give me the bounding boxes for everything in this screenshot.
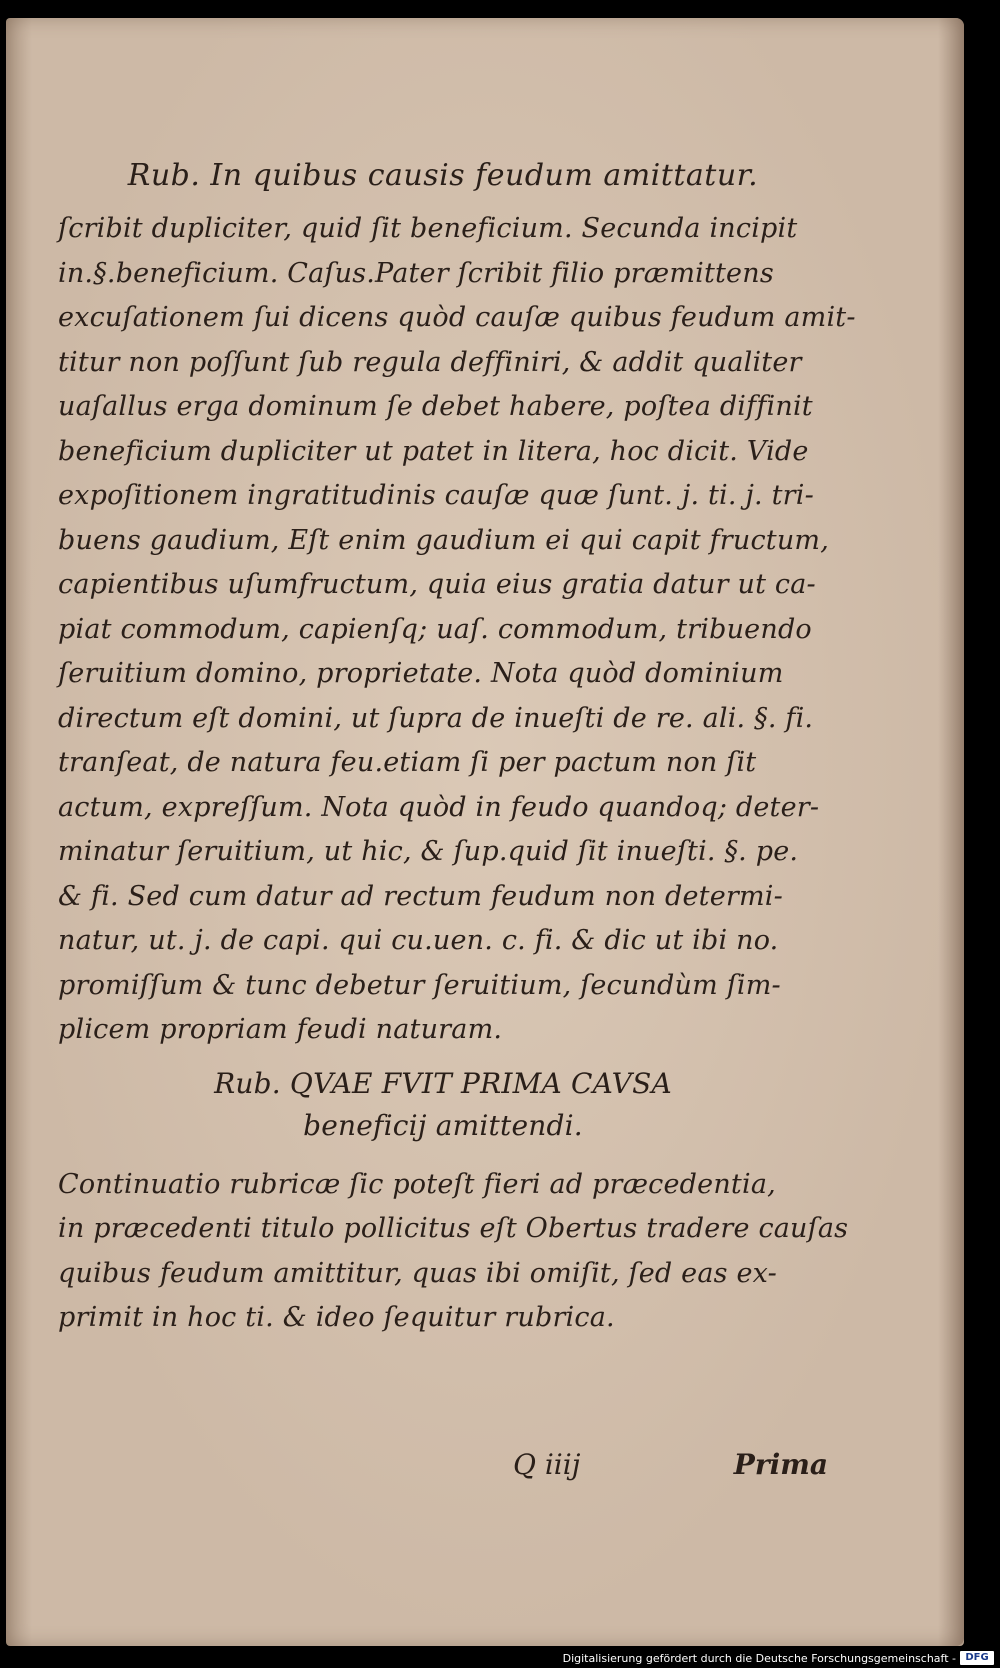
text-line: tranſeat, de natura feu.etiam ſi per pactum non ſit — [58, 747, 757, 778]
digitization-credit: Digitalisierung gefördert durch die Deutsche Forschungsgemeinschaft - — [562, 1652, 956, 1665]
text-line: expoſitionem ingratitudinis cauſæ quæ ſunt. j. ti. j. tri- — [58, 480, 814, 511]
book-page — [6, 18, 964, 1646]
text-line: beneficium dupliciter ut patet in litera, hoc dicit. Vide — [58, 435, 809, 467]
text-line: plicem propriam feudi naturam. — [58, 1014, 503, 1045]
rubric-heading — [58, 1063, 828, 1147]
text-line: quibus feudum amittitur, quas ibi omiſit, ſed eas ex- — [58, 1257, 777, 1289]
text-line: minatur ſeruitium, ut hic, & ſup.quid ſit inueſti. §. pe. — [58, 836, 799, 867]
footer-bar — [0, 1648, 1000, 1668]
text-line: piat commodum, capienſq; uaſ. commodum, tribuendo — [58, 613, 812, 645]
text-line: ſcribit dupliciter, quid ſit beneficium. Secunda incipit — [58, 213, 798, 244]
text-line: Continuatio rubricæ ſic poteſt fieri ad præcedentia, — [58, 1168, 776, 1200]
text-line: promiſſum & tunc debetur ſeruitium, ſecundùm ſim- — [58, 969, 781, 1001]
text-line: directum eſt domini, ut ſupra de inueſti de re. ali. §. fi. — [58, 702, 814, 734]
text-block — [58, 158, 856, 1341]
catchword: Prima — [733, 1448, 828, 1481]
commentary-paragraph — [58, 207, 856, 1053]
dfg-logo: DFG — [960, 1651, 994, 1665]
text-line: in.§.beneficium. Caſus.Pater ſcribit filio præmittens — [58, 257, 774, 289]
signature-mark: Q iiij — [513, 1448, 581, 1481]
text-line: buens gaudium, Eſt enim gaudium ei qui capit fructum, — [58, 524, 830, 556]
text-line: uaſallus erga dominum ſe debet habere, poſtea diffinit — [58, 391, 813, 422]
text-line: capientibus uſumfructum, quia eius gratia datur ut ca- — [58, 569, 816, 600]
text-line: & fi. Sed cum datur ad rectum feudum non determi- — [58, 880, 783, 912]
text-line: excuſationem ſui dicens quòd cauſæ quibus feudum amit- — [58, 302, 856, 333]
text-line: natur, ut. j. de capi. qui cu.uen. c. fi. & dic ut ibi no. — [58, 925, 779, 956]
rubric-line: beneficij amittendi. — [303, 1108, 583, 1142]
rubric-line: Rub. QVAE FVIT PRIMA CAVSA — [214, 1066, 672, 1100]
page-edge-shadow — [938, 18, 964, 1646]
running-head: Rub. In quibus causis feudum amittatur. — [127, 158, 759, 193]
text-line: titur non poſſunt ſub regula deffiniri, & addit qualiter — [58, 346, 802, 378]
text-line: in præcedenti titulo pollicitus eſt Obertus tradere cauſas — [58, 1213, 849, 1244]
text-line: ſeruitium domino, proprietate. Nota quòd dominium — [58, 658, 784, 689]
catchline — [58, 1448, 828, 1488]
text-line: primit in hoc ti. & ideo ſequitur rubrica. — [58, 1302, 615, 1333]
continuation-paragraph — [58, 1163, 849, 1341]
text-line: actum, expreſſum. Nota quòd in feudo quandoq; deter- — [58, 791, 820, 823]
